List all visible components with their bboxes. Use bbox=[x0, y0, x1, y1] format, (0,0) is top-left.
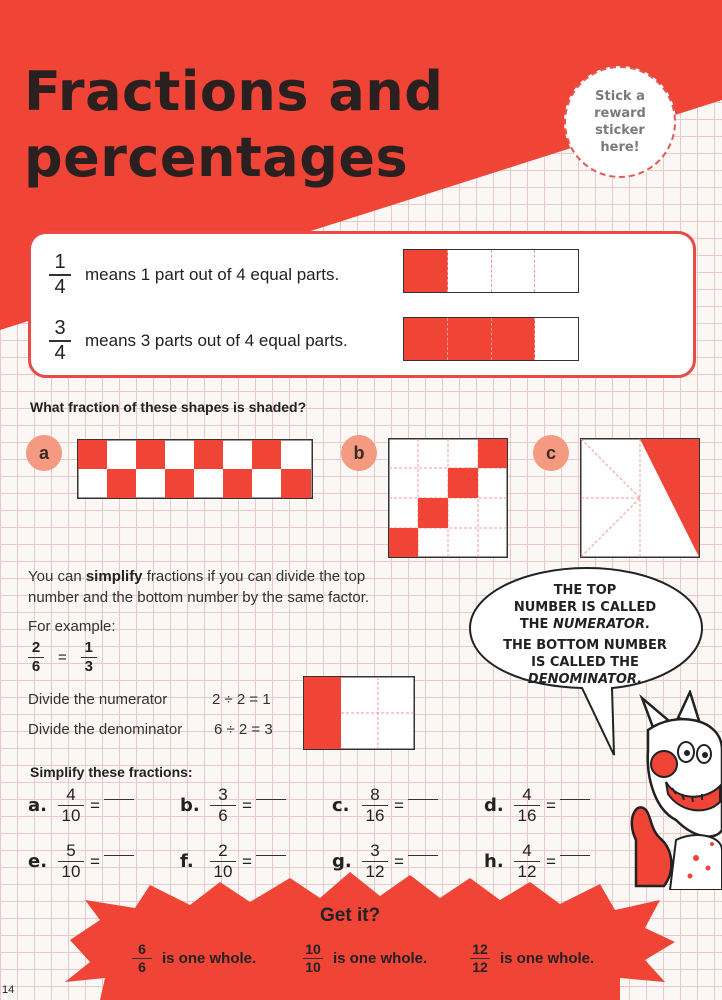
simplify-question: Simplify these fractions: bbox=[30, 764, 193, 780]
exercise-fraction: $\frac{4}{12}$ bbox=[514, 842, 540, 881]
get-it-item-2: $\frac{10}{10}$ is one whole. bbox=[303, 942, 427, 975]
reward-sticker-spot: Stick a reward sticker here! bbox=[564, 66, 676, 178]
quarter-strip bbox=[403, 249, 579, 293]
exercise-fraction: $\frac{5}{10}$ bbox=[58, 842, 84, 881]
explain-text-1: means 1 part out of 4 equal parts. bbox=[85, 264, 340, 284]
strip-part bbox=[535, 250, 578, 292]
get-it-fraction: $\frac{6}{6}$ bbox=[132, 942, 152, 975]
example-fractions: $\frac{2}{6}$ = $\frac{1}{3}$ bbox=[28, 640, 97, 675]
fraction-one-quarter: $\frac{1}{4}$ bbox=[49, 252, 71, 298]
get-it-title: Get it? bbox=[320, 905, 381, 926]
exercise-item-e: e. $\frac{5}{10}$ = bbox=[28, 842, 134, 881]
label-c-badge: c bbox=[533, 435, 569, 471]
shape-c-triangles bbox=[580, 438, 700, 558]
exercise-fraction: $\frac{4}{10}$ bbox=[58, 786, 84, 825]
example-rectangle bbox=[303, 676, 415, 750]
exercise-item-g: g. $\frac{3}{12}$ = bbox=[332, 842, 438, 881]
exercise-fraction: $\frac{2}{10}$ bbox=[210, 842, 236, 881]
answer-blank[interactable] bbox=[104, 799, 134, 800]
exercise-fraction: $\frac{8}{16}$ bbox=[362, 786, 388, 825]
exercise-item-b: b. $\frac{3}{6}$ = bbox=[180, 786, 286, 825]
strip-part bbox=[535, 318, 578, 360]
explain-row-three-quarters bbox=[49, 318, 348, 364]
simplify-keyword: simplify bbox=[85, 568, 143, 585]
title-line-1: Fractions and bbox=[24, 60, 444, 123]
answer-blank[interactable] bbox=[560, 855, 590, 856]
dog-mascot bbox=[616, 690, 722, 890]
explain-row-quarter bbox=[49, 252, 339, 298]
shape-a-checkerboard bbox=[77, 439, 313, 499]
get-it-item-3: $\frac{12}{12}$ is one whole. bbox=[470, 942, 594, 975]
strip-part bbox=[448, 318, 492, 360]
answer-blank[interactable] bbox=[256, 855, 286, 856]
divide-numerator-calc: 2 ÷ 2 = 1 bbox=[212, 691, 271, 708]
get-it-fraction: $\frac{12}{12}$ bbox=[470, 942, 490, 975]
exercise-fraction: $\frac{3}{12}$ bbox=[362, 842, 388, 881]
fraction-explanation-box bbox=[28, 231, 696, 378]
page-number: 14 bbox=[2, 984, 15, 996]
divide-denominator-calc: 6 ÷ 2 = 3 bbox=[214, 721, 273, 738]
strip-part bbox=[492, 250, 536, 292]
answer-blank[interactable] bbox=[408, 855, 438, 856]
strip-part bbox=[448, 250, 492, 292]
label-a-badge: a bbox=[26, 435, 62, 471]
example-fraction-1-3: $\frac{1}{3}$ bbox=[81, 640, 97, 675]
exercise-item-a: a. $\frac{4}{10}$ = bbox=[28, 786, 134, 825]
simplify-intro: You can simplify fractions if you can divide the top number and the bottom number by the same factor. bbox=[28, 568, 370, 606]
divide-denominator-label: Divide the denominator bbox=[28, 721, 183, 738]
shape-b-grid bbox=[388, 438, 508, 558]
answer-blank[interactable] bbox=[408, 799, 438, 800]
exercise-fraction: $\frac{4}{16}$ bbox=[514, 786, 540, 825]
label-b-badge: b bbox=[341, 435, 377, 471]
answer-blank[interactable] bbox=[104, 855, 134, 856]
answer-blank[interactable] bbox=[256, 799, 286, 800]
fraction-three-quarters: $\frac{3}{4}$ bbox=[49, 318, 71, 364]
three-quarter-strip bbox=[403, 317, 579, 361]
speech-bubble-text: THE TOP NUMBER IS CALLED THE NUMERATOR. THE BOTTOM NUMBER IS CALLED THE DENOMINATOR. bbox=[503, 583, 667, 687]
strip-part bbox=[404, 318, 448, 360]
exercise-item-d: d. $\frac{4}{16}$ = bbox=[484, 786, 590, 825]
get-it-starburst bbox=[60, 870, 680, 1000]
explain-text-2: means 3 parts out of 4 equal parts. bbox=[85, 330, 348, 350]
shapes-question: What fraction of these shapes is shaded? bbox=[30, 399, 307, 415]
title-line-2: percentages bbox=[24, 126, 409, 189]
get-it-fraction: $\frac{10}{10}$ bbox=[303, 942, 323, 975]
answer-blank[interactable] bbox=[560, 799, 590, 800]
for-example-label: For example: bbox=[28, 618, 116, 635]
exercise-item-f: f. $\frac{2}{10}$ = bbox=[180, 842, 286, 881]
strip-part bbox=[492, 318, 536, 360]
example-fraction-2-6: $\frac{2}{6}$ bbox=[28, 640, 44, 675]
get-it-item-1: $\frac{6}{6}$ is one whole. bbox=[132, 942, 256, 975]
exercise-item-h: h. $\frac{4}{12}$ = bbox=[484, 842, 590, 881]
page-title bbox=[24, 60, 443, 190]
exercise-fraction: $\frac{3}{6}$ bbox=[210, 786, 236, 825]
divide-numerator-label: Divide the numerator bbox=[28, 691, 168, 708]
exercise-item-c: c. $\frac{8}{16}$ = bbox=[332, 786, 438, 825]
strip-part bbox=[404, 250, 448, 292]
